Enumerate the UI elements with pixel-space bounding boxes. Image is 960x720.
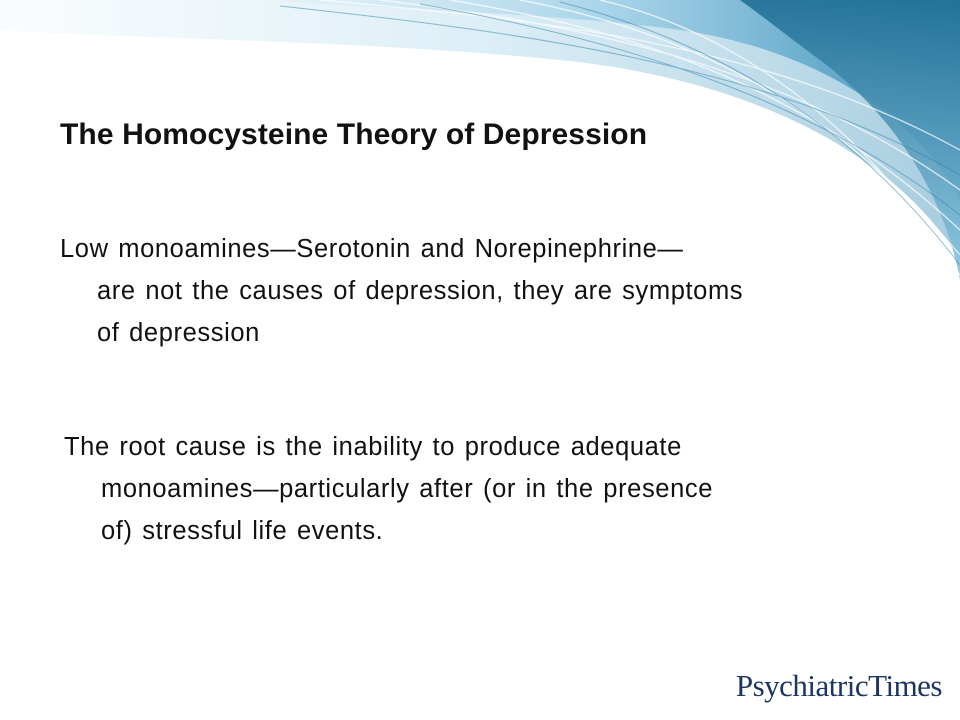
paragraph-line: are not the causes of depression, they are symptoms [97, 277, 744, 305]
paragraph-line: The root cause is the inability to produce adequate [64, 433, 682, 461]
psychiatric-times-logo: PsychiatricTimes [735, 668, 942, 703]
slide-title: The Homocysteine Theory of Depression [60, 118, 648, 151]
paragraph-line: Low monoamines—Serotonin and Norepinephrine— [60, 235, 684, 263]
paragraph-line: of) stressful life events. [101, 517, 384, 545]
paragraph-line: monoamines—particularly after (or in the presence [101, 475, 713, 503]
paragraph-root-cause [64, 426, 864, 552]
paragraph-line: of depression [97, 319, 260, 347]
paragraph-monoamines [60, 228, 860, 354]
